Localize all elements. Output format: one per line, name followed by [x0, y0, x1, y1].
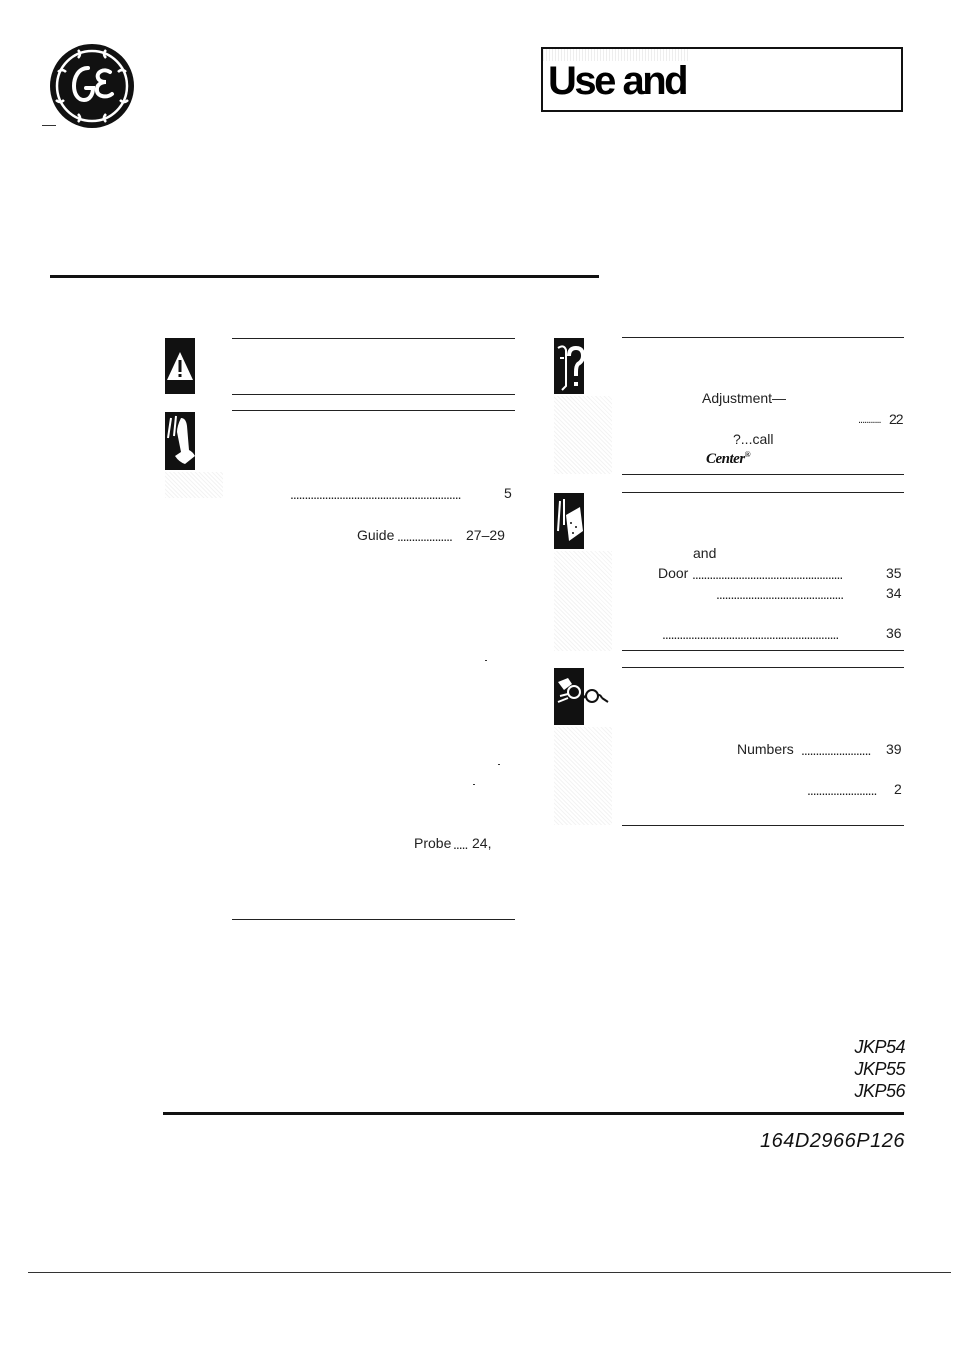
toc-leader-5: ........................................................... — [290, 486, 461, 502]
toc-label-guide: Guide — [357, 527, 395, 543]
toc-leader-adjustment: ........... — [858, 414, 881, 426]
toc-leader-door: .................................................... — [692, 566, 843, 582]
model-number: JKP55 — [854, 1059, 905, 1079]
toc-label-center — [706, 450, 750, 468]
section-rule — [232, 338, 515, 339]
toc-page-36: 36 — [886, 625, 902, 641]
section-rule — [622, 825, 904, 826]
model-number: JKP56 — [854, 1081, 905, 1101]
section-rule — [622, 474, 904, 475]
toc-label-adjustment: Adjustment— — [702, 390, 787, 406]
section-rule — [232, 394, 515, 395]
registered-mark: ® — [744, 450, 751, 459]
speck — [485, 660, 487, 661]
toc-label-probe: Probe — [414, 835, 452, 851]
section-rule — [232, 410, 515, 411]
toc-leader-36: ............................................................. — [662, 626, 839, 642]
toc-label-and: and — [693, 545, 717, 561]
toc-page-5: 5 — [504, 485, 512, 501]
speck — [473, 784, 475, 785]
toc-page-guide: 27–29 — [466, 527, 505, 543]
cleaning-hand-icon — [554, 493, 584, 549]
center-text: Center — [706, 451, 745, 467]
section-rule — [622, 492, 904, 493]
icon-shading — [554, 396, 612, 474]
section-rule — [232, 919, 515, 920]
hand-press-icon — [165, 412, 195, 470]
toc-leader-34: ............................................ — [716, 586, 844, 602]
toc-label-numbers: Numbers — [737, 741, 794, 757]
model-number: JKP54 — [854, 1037, 905, 1057]
question-face-icon — [554, 338, 584, 394]
footer-rule — [163, 1112, 904, 1115]
icon-shading — [554, 551, 612, 651]
ge-monogram-icon — [48, 42, 136, 130]
toc-leader-2: ........................ — [807, 782, 877, 798]
toc-page-probe: 24, — [472, 835, 492, 851]
toc-page-2: 2 — [894, 781, 902, 797]
part-number: 164D2966P126 — [759, 1130, 905, 1152]
toc-page-22: 22 — [889, 411, 903, 427]
toc-label-door: Door — [658, 565, 689, 581]
logo-tick — [42, 125, 56, 126]
toc-leader-probe: ..... — [453, 836, 468, 852]
toc-page-39: 39 — [886, 741, 902, 757]
icon-shading — [554, 727, 612, 825]
page-bottom-rule — [28, 1272, 951, 1273]
ge-logo — [48, 42, 136, 130]
toc-page-35: 35 — [886, 565, 902, 581]
toc-page-34: 34 — [886, 585, 902, 601]
section-rule — [622, 650, 904, 651]
repair-wire-icon — [584, 688, 614, 708]
repair-icon — [554, 668, 584, 725]
header-rule — [50, 275, 599, 278]
icon-shading — [165, 472, 223, 498]
section-rule — [622, 337, 904, 338]
page-title: Use and — [548, 59, 687, 103]
warning-icon — [165, 338, 195, 394]
toc-leader-guide: ................... — [397, 528, 452, 544]
toc-leader-numbers: ........................ — [801, 742, 871, 758]
section-rule — [622, 667, 904, 668]
speck — [498, 764, 500, 765]
toc-label-call: ?...call — [733, 431, 774, 447]
